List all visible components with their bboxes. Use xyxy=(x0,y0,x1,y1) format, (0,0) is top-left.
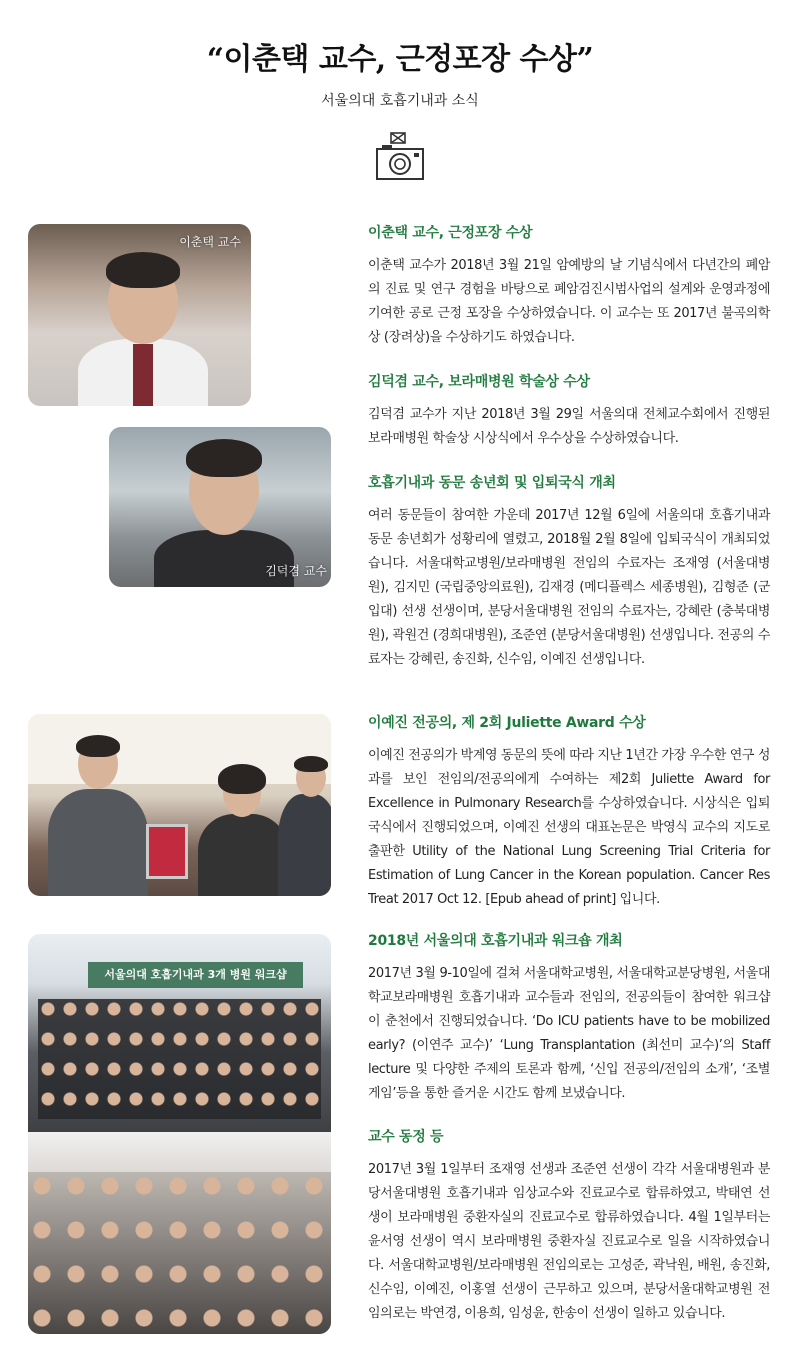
page-title: “이춘택 교수, 근정포장 수상” xyxy=(206,42,594,77)
section-lee-award xyxy=(368,222,770,350)
photo-juliette-award xyxy=(28,714,331,896)
photo-kim-deok-gyeom xyxy=(109,427,331,587)
section-title: 교수 동정 등 xyxy=(368,1129,444,1145)
section-body: 이예진 전공의가 박계영 동문의 뜻에 따라 지난 1년간 가장 우수한 연구 성과를 보인 전임의/전공의에게 수여하는 제2회 Juliette Award for Excellence in Pulmonary Research를 수상하였습니다. 시상식은 입퇴국식에서 진행되었으며, 이예진 선생의 대표논문은 박영식 교수의 지도로 출판한 Utility of the National Lung Screening Trial Criteria for Estimation of Lung Cancer in the Korean population. Cancer Res Treat 2017 Oct 12. [Epub ahead of print] 입니다. xyxy=(368,748,770,907)
page-subtitle: 서울의대 호흡기내과 소식 xyxy=(321,93,479,109)
section-body: 여러 동문들이 참여한 가운데 2017년 12월 6일에 서울의대 호흡기내과 동문 송년회가 성황리에 열렸고, 2018월 2월 8일에 입퇴국식이 개최되었습니다. 서울대학교병원/보라매병원 전임의 수료자는 조재영 (서울대병원), 김지민 (국립중앙의료원), 김재경 (메디플렉스 세종병원), 김형준 (군입대) 선생 선생이며, 분당서울대병원 전임의 수료자는, 강혜란 (충북대병원), 곽원건 (경희대병원), 조준연 (분당서울대병원) 선생입니다. 전공의 수료자는 강혜린, 송진화, 신수임, 이예진 선생입니다. xyxy=(368,508,770,667)
section-kim-award xyxy=(368,371,770,451)
section-title: 호흡기내과 동문 송년회 및 입퇴국식 개최 xyxy=(368,475,616,491)
section-alumni-event xyxy=(368,472,770,672)
photo-caption: 김덕겸 교수 xyxy=(265,564,327,578)
section-body: 김덕겸 교수가 지난 2018년 3월 29일 서울의대 전체교수회에서 진행된 보라매병원 학술상 시상식에서 우수상을 수상하였습니다. xyxy=(368,407,770,446)
camera-icon xyxy=(374,130,428,184)
photo-workshop-group xyxy=(28,934,331,1132)
section-faculty-news xyxy=(368,1126,770,1326)
section-title: 이예진 전공의, 제 2회 Juliette Award 수상 xyxy=(368,715,646,731)
section-juliette-award xyxy=(368,712,770,912)
photo-lee-choon-taek xyxy=(28,224,251,406)
photo-workshop-game xyxy=(28,1132,331,1334)
section-workshop xyxy=(368,930,770,1106)
section-title: 이춘택 교수, 근정포장 수상 xyxy=(368,225,533,241)
workshop-banner: 서울의대 호흡기내과 3개 병원 워크샵 xyxy=(104,968,287,981)
section-body: 이춘택 교수가 2018년 3월 21일 암예방의 날 기념식에서 다년간의 폐암의 진료 및 연구 경험을 바탕으로 폐암검진시범사업의 설계와 운영과정에 기여한 공로 근정 포장을 수상하였습니다. 이 교수는 또 2017년 불곡의학상 (장려상)을 수상하기도 하였습니다. xyxy=(368,258,770,345)
section-title: 2018년 서울의대 호흡기내과 워크숍 개최 xyxy=(368,933,623,949)
section-body: 2017년 3월 1일부터 조재영 선생과 조준연 선생이 각각 서울대병원과 분당서울대병원 호흡기내과 임상교수와 진료교수로 합류하였고, 박태연 선생이 보라매병원 중환자실의 진료교수로 합류하였습니다. 4월 1일부터는 윤서영 선생이 역시 보라매병원 중환자실 진료교수로 일을 시작하였습니다. 서울대학교병원/보라매병원 전임의로는 고성준, 곽낙원, 배원, 송진화, 신수임, 이예진, 이홍열 선생이 근무하고 있으며, 분당서울대학교병원 전임의로는 박연경, 이용희, 임성윤, 한송이 선생이 일하고 있습니다. xyxy=(368,1162,770,1321)
section-body: 2017년 3월 9-10일에 걸쳐 서울대학교병원, 서울대학교분당병원, 서울대학교보라매병원 호흡기내과 교수들과 전임의, 전공의들이 참여한 워크샵이 춘천에서 진행되었습니다. ‘Do ICU patients have to be mobilized early? (이연주 교수)’ ‘Lung Transplantation (최선미 교수)’의 Staff lecture 및 다양한 주제의 토론과 함께, ‘신입 전공의/전임의 소개’, ‘조별 게임’등을 통한 즐거운 시간도 함께 보냈습니다. xyxy=(368,966,770,1101)
photo-caption: 이춘택 교수 xyxy=(179,235,241,249)
section-title: 김덕겸 교수, 보라매병원 학술상 수상 xyxy=(368,374,590,390)
